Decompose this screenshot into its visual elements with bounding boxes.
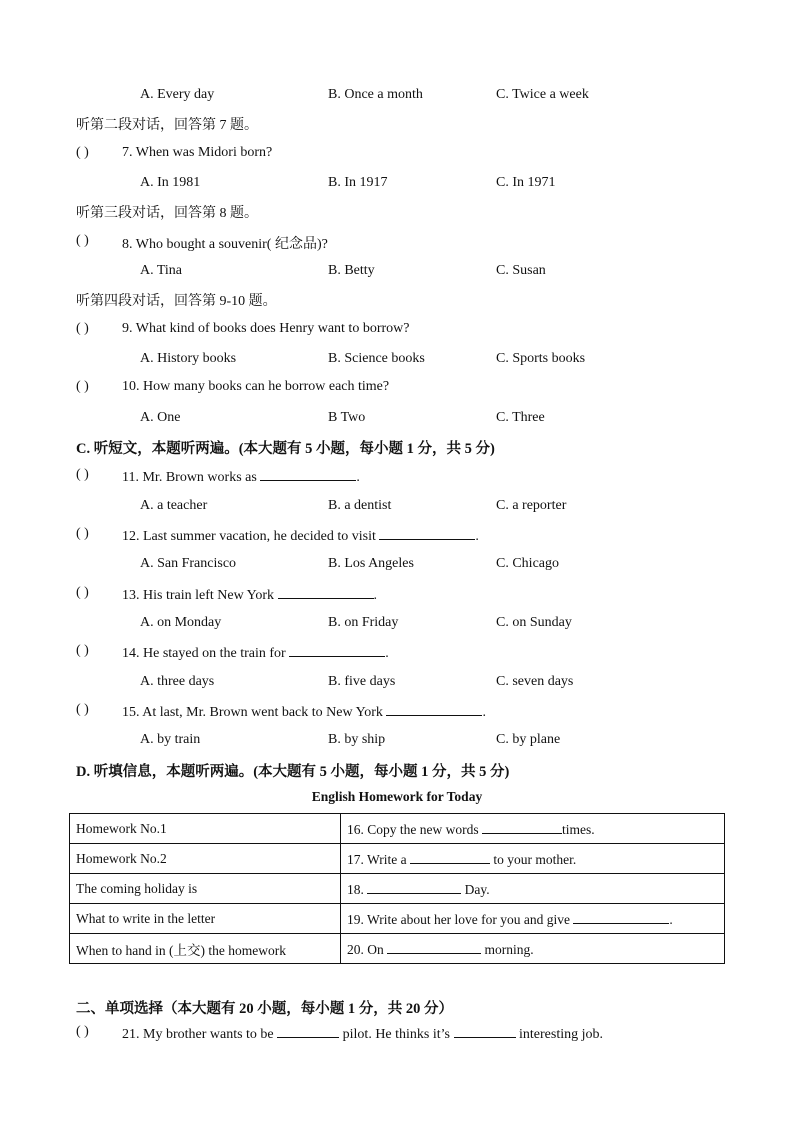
question-end: . bbox=[373, 588, 378, 603]
answer-paren: ( ) bbox=[76, 1024, 89, 1039]
q14-option-a: A. three days bbox=[140, 674, 215, 689]
q6-option-a: A. Every day bbox=[140, 87, 215, 102]
answer-blank[interactable] bbox=[379, 526, 475, 540]
table-cell-label: What to write in the letter bbox=[70, 904, 341, 934]
row-suffix: . bbox=[669, 911, 673, 927]
table-row bbox=[70, 934, 725, 964]
q8-option-a: A. Tina bbox=[140, 263, 183, 278]
question-13-text: 13. His train left New York bbox=[122, 588, 275, 603]
table-cell-answer bbox=[341, 874, 725, 904]
question-12-text: 12. Last summer vacation, he decided to visit bbox=[122, 529, 376, 544]
q12-option-a: A. San Francisco bbox=[140, 556, 237, 571]
answer-paren: ( ) bbox=[76, 145, 89, 160]
row-suffix: times. bbox=[562, 821, 595, 837]
answer-blank[interactable] bbox=[454, 1024, 516, 1038]
question-21 bbox=[122, 1024, 603, 1043]
row-suffix: morning. bbox=[484, 941, 534, 957]
answer-blank[interactable] bbox=[410, 850, 490, 864]
question-end: . bbox=[385, 646, 389, 661]
q12-option-b: B. Los Angeles bbox=[328, 556, 414, 571]
question-12 bbox=[122, 526, 479, 545]
question-end: . bbox=[356, 470, 360, 485]
table-cell-answer bbox=[341, 814, 725, 844]
q10-option-c: C. Three bbox=[496, 410, 545, 425]
question-10: 10. How many books can he borrow each time? bbox=[122, 379, 390, 394]
q14-option-c: C. seven days bbox=[496, 674, 574, 689]
section-2-heading: 二、单项选择（本大题有 20 小题，每小题 1 分，共 20 分） bbox=[76, 1001, 453, 1017]
row-prompt: 19. Write about her love for you and give bbox=[347, 911, 571, 927]
q15-option-b: B. by ship bbox=[328, 732, 386, 747]
q11-option-a: A. a teacher bbox=[140, 498, 208, 513]
row-prompt: 20. On bbox=[347, 941, 384, 957]
instruction-dialog-3: 听第三段对话，回答第 8 题。 bbox=[76, 206, 258, 221]
question-end: . bbox=[475, 529, 479, 544]
q9-option-a: A. History books bbox=[140, 351, 237, 366]
question-11-text: 11. Mr. Brown works as bbox=[122, 470, 257, 485]
table-cell-answer bbox=[341, 904, 725, 934]
question-13 bbox=[122, 585, 377, 604]
answer-blank[interactable] bbox=[367, 880, 461, 894]
q7-option-a: A. In 1981 bbox=[140, 175, 201, 190]
q10-option-a: A. One bbox=[140, 410, 181, 425]
q11-option-b: B. a dentist bbox=[328, 498, 392, 513]
table-row bbox=[70, 874, 725, 904]
q8-option-c: C. Susan bbox=[496, 263, 546, 278]
q10-option-b: B Two bbox=[328, 410, 366, 425]
table-cell-label: When to hand in (上交) the homework bbox=[70, 934, 341, 964]
answer-blank[interactable] bbox=[277, 1024, 339, 1038]
q9-option-b: B. Science books bbox=[328, 351, 425, 366]
q15-option-a: A. by train bbox=[140, 732, 201, 747]
answer-paren: ( ) bbox=[76, 526, 89, 541]
question-14-text: 14. He stayed on the train for bbox=[122, 646, 286, 661]
answer-blank[interactable] bbox=[387, 940, 481, 954]
table-cell-answer bbox=[341, 844, 725, 874]
table-cell-label: Homework No.2 bbox=[70, 844, 341, 874]
instruction-dialog-2: 听第二段对话，回答第 7 题。 bbox=[76, 118, 258, 133]
question-21-mid: pilot. He thinks it’s bbox=[342, 1027, 450, 1042]
answer-paren: ( ) bbox=[76, 321, 89, 336]
question-15 bbox=[122, 702, 486, 721]
question-21-end: interesting job. bbox=[519, 1027, 603, 1042]
table-row bbox=[70, 814, 725, 844]
q6-option-c: C. Twice a week bbox=[496, 87, 589, 102]
q8-option-b: B. Betty bbox=[328, 263, 375, 278]
row-suffix: Day. bbox=[464, 881, 490, 897]
section-c-heading: C. 听短文，本题听两遍。(本大题有 5 小题，每小题 1 分，共 5 分) bbox=[76, 441, 495, 457]
table-row bbox=[70, 844, 725, 874]
instruction-dialog-4: 听第四段对话，回答第 9-10 题。 bbox=[76, 294, 277, 309]
q14-option-b: B. five days bbox=[328, 674, 396, 689]
q13-option-c: C. on Sunday bbox=[496, 615, 572, 630]
row-prompt: 17. Write a bbox=[347, 851, 407, 867]
answer-blank[interactable] bbox=[278, 585, 374, 599]
answer-paren: ( ) bbox=[76, 643, 89, 658]
answer-blank[interactable] bbox=[260, 467, 356, 481]
row-prompt: 18. bbox=[347, 881, 364, 897]
question-15-text: 15. At last, Mr. Brown went back to New York bbox=[122, 705, 383, 720]
q9-option-c: C. Sports books bbox=[496, 351, 586, 366]
question-9: 9. What kind of books does Henry want to borrow? bbox=[122, 321, 410, 336]
question-end: . bbox=[482, 705, 486, 720]
question-14 bbox=[122, 643, 389, 662]
answer-paren: ( ) bbox=[76, 233, 89, 248]
answer-paren: ( ) bbox=[76, 379, 89, 394]
answer-blank[interactable] bbox=[289, 643, 385, 657]
q12-option-c: C. Chicago bbox=[496, 556, 559, 571]
row-suffix: to your mother. bbox=[493, 851, 577, 867]
answer-blank[interactable] bbox=[386, 702, 482, 716]
table-cell-label: The coming holiday is bbox=[70, 874, 341, 904]
q7-option-c: C. In 1971 bbox=[496, 175, 556, 190]
question-7: 7. When was Midori born? bbox=[122, 145, 273, 160]
row-prompt: 16. Copy the new words bbox=[347, 821, 479, 837]
table-title: English Homework for Today bbox=[311, 789, 483, 804]
answer-blank[interactable] bbox=[573, 910, 669, 924]
table-cell-answer bbox=[341, 934, 725, 964]
q13-option-a: A. on Monday bbox=[140, 615, 222, 630]
answer-paren: ( ) bbox=[76, 702, 89, 717]
table-row bbox=[70, 904, 725, 934]
q11-option-c: C. a reporter bbox=[496, 498, 567, 513]
q15-option-c: C. by plane bbox=[496, 732, 561, 747]
answer-paren: ( ) bbox=[76, 585, 89, 600]
homework-table bbox=[69, 813, 725, 964]
section-d-heading: D. 听填信息，本题听两遍。(本大题有 5 小题，每小题 1 分，共 5 分) bbox=[76, 764, 510, 780]
question-11 bbox=[122, 467, 360, 486]
table-cell-label: Homework No.1 bbox=[70, 814, 341, 844]
answer-blank[interactable] bbox=[482, 820, 562, 834]
answer-paren: ( ) bbox=[76, 467, 89, 482]
q7-option-b: B. In 1917 bbox=[328, 175, 388, 190]
q13-option-b: B. on Friday bbox=[328, 615, 399, 630]
question-21-text: 21. My brother wants to be bbox=[122, 1027, 274, 1042]
q6-option-b: B. Once a month bbox=[328, 87, 423, 102]
question-8: 8. Who bought a souvenir( 纪念品)? bbox=[122, 237, 328, 252]
